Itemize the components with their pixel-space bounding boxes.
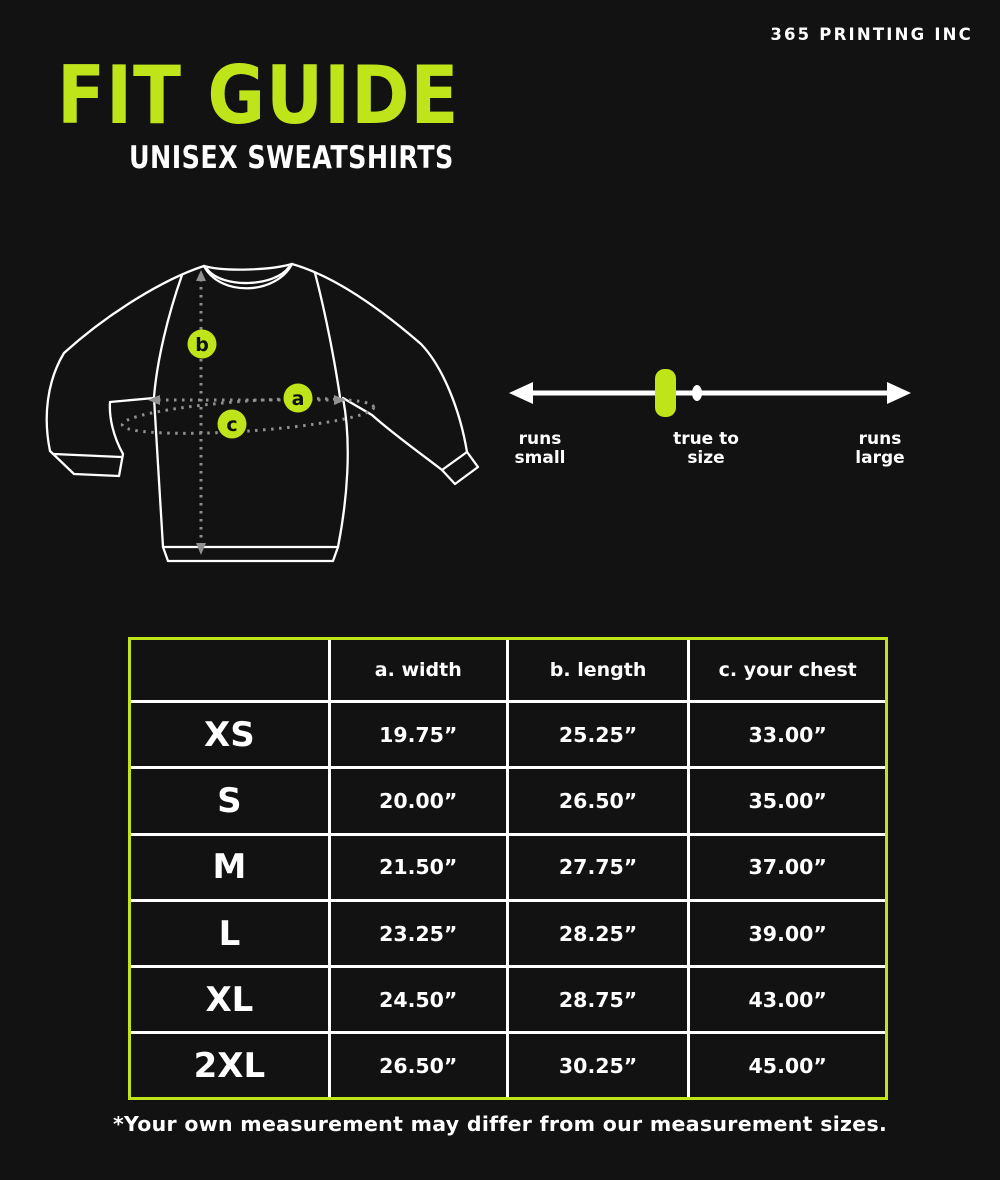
length-column-header: b. length bbox=[507, 640, 689, 702]
size-label: L bbox=[131, 900, 329, 966]
chest-value: 37.00” bbox=[689, 834, 885, 900]
fit-indicator-pill bbox=[655, 369, 676, 417]
width-column-header: a. width bbox=[329, 640, 507, 702]
size-label: XS bbox=[131, 702, 329, 768]
runs-small-label: runs small bbox=[514, 429, 566, 468]
width-value: 26.50” bbox=[329, 1033, 507, 1097]
footnote: *Your own measurement may differ from our measurement sizes. bbox=[112, 1112, 888, 1136]
marker-b-label: b bbox=[195, 334, 209, 356]
measurement-lines bbox=[121, 270, 374, 555]
table-header-row bbox=[131, 640, 885, 702]
chest-column-header: c. your chest bbox=[689, 640, 885, 702]
size-label: XL bbox=[131, 967, 329, 1033]
length-value: 30.25” bbox=[507, 1033, 689, 1097]
chest-value: 43.00” bbox=[689, 967, 885, 1033]
fit-scale-arrow-icon bbox=[509, 382, 911, 404]
size-label: M bbox=[131, 834, 329, 900]
diagram-markers bbox=[188, 330, 313, 439]
marker-c-label: c bbox=[226, 414, 238, 436]
size-label: 2XL bbox=[131, 1033, 329, 1097]
page-title: FIT GUIDE bbox=[57, 49, 460, 142]
width-value: 20.00” bbox=[329, 768, 507, 834]
length-value: 26.50” bbox=[507, 768, 689, 834]
length-value: 28.25” bbox=[507, 900, 689, 966]
chest-value: 35.00” bbox=[689, 768, 885, 834]
page-subtitle: UNISEX SWEATSHIRTS bbox=[129, 140, 454, 176]
length-value: 27.75” bbox=[507, 834, 689, 900]
size-table bbox=[128, 637, 888, 1100]
table-row-s bbox=[131, 768, 885, 834]
marker-a-label: a bbox=[291, 388, 305, 410]
measure-arrowheads bbox=[148, 270, 346, 555]
chest-value: 39.00” bbox=[689, 900, 885, 966]
length-value: 25.25” bbox=[507, 702, 689, 768]
table-row-xl bbox=[131, 967, 885, 1033]
marker-a bbox=[284, 384, 313, 413]
width-value: 24.50” bbox=[329, 967, 507, 1033]
width-value: 23.25” bbox=[329, 900, 507, 966]
runs-large-label: runs large bbox=[855, 429, 905, 468]
fit-scale-dot bbox=[692, 385, 702, 401]
length-value: 28.75” bbox=[507, 967, 689, 1033]
chest-value: 33.00” bbox=[689, 702, 885, 768]
table-row-xs bbox=[131, 702, 885, 768]
size-column-header bbox=[131, 640, 329, 702]
marker-b bbox=[188, 330, 217, 359]
width-value: 21.50” bbox=[329, 834, 507, 900]
table-row-2xl bbox=[131, 1033, 885, 1097]
chest-value: 45.00” bbox=[689, 1033, 885, 1097]
sweatshirt-outline-icon bbox=[47, 264, 478, 561]
table-row-l bbox=[131, 900, 885, 966]
brand-text: 365 PRINTING INC bbox=[770, 25, 973, 44]
table-row-m bbox=[131, 834, 885, 900]
size-label: S bbox=[131, 768, 329, 834]
width-value: 19.75” bbox=[329, 702, 507, 768]
sweatshirt-diagram bbox=[30, 245, 480, 575]
true-to-size-label: true to size bbox=[673, 429, 739, 468]
fit-scale bbox=[505, 366, 915, 422]
marker-c bbox=[218, 410, 247, 439]
